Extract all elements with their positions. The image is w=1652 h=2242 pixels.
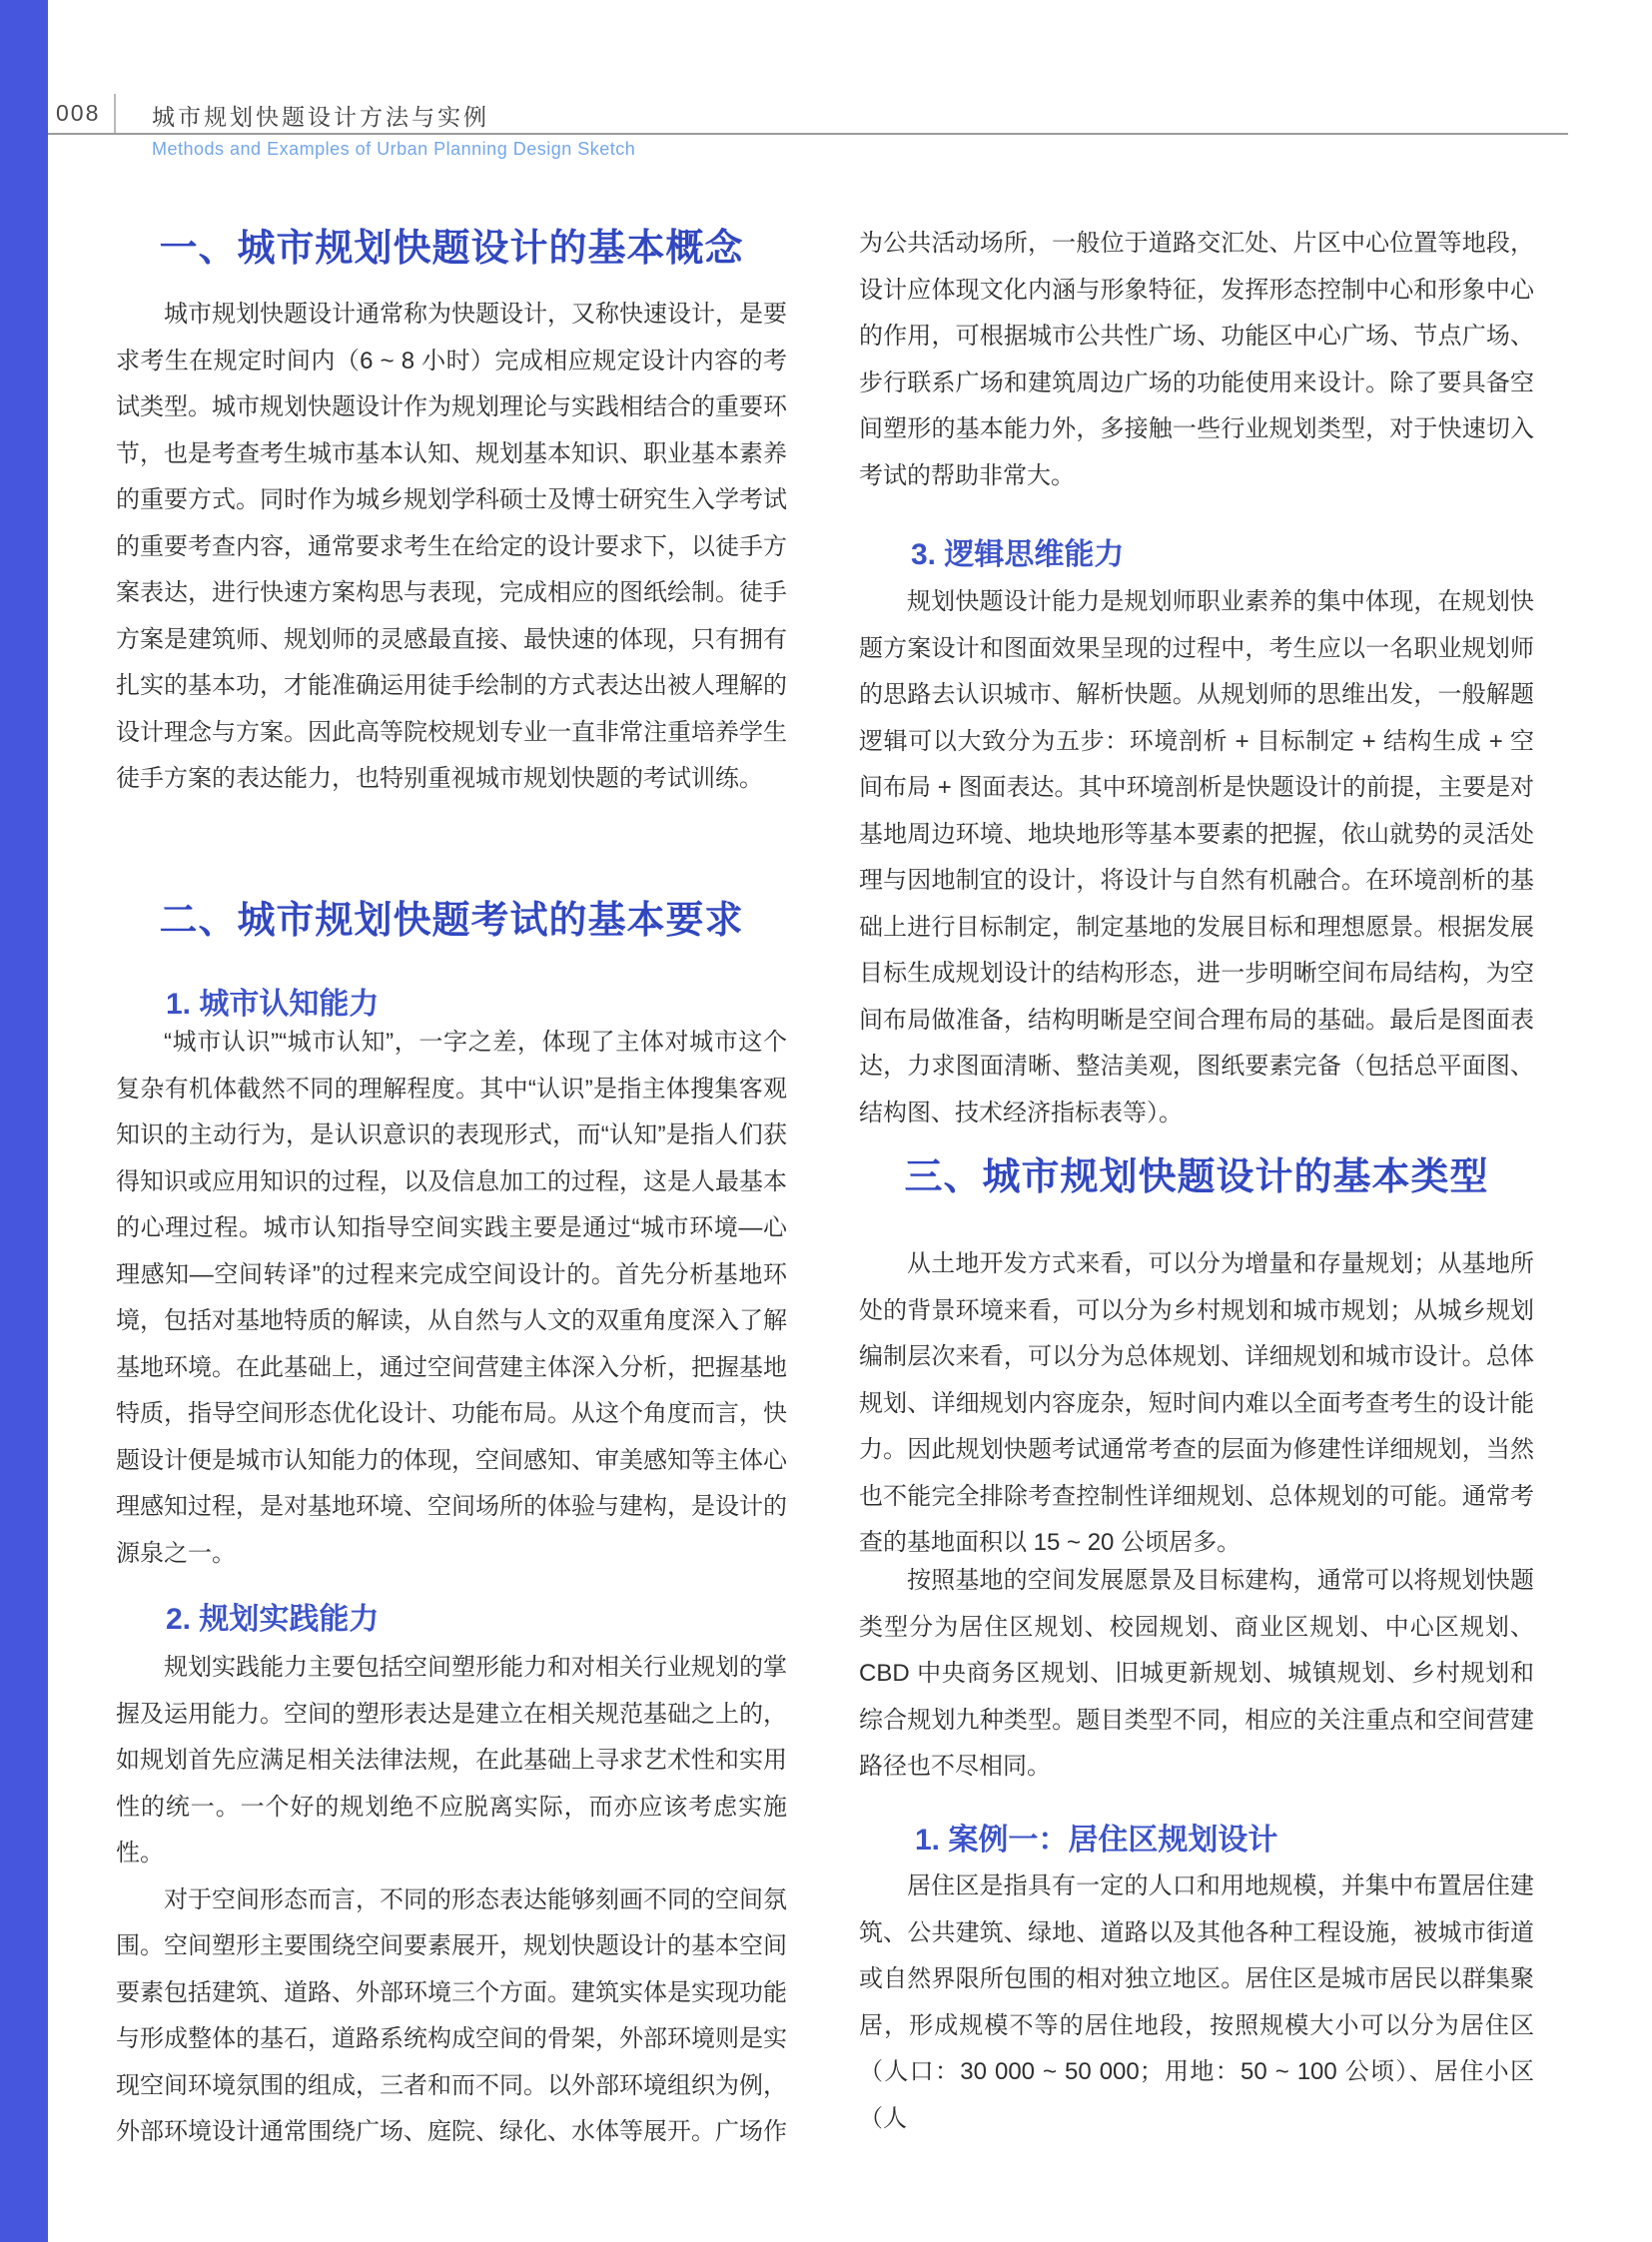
case1-body: [859, 1864, 1534, 2142]
paragraph: 对于空间形态而言，不同的形态表达能够刻画不同的空间氛围。空间塑形主要围绕空间要素展开，规划快题设计的基本空间要素包括建筑、道路、外部环境三个方面。建筑实体是实现功能与形成整体的基石，道路系统构成空间的骨架，外部环境则是实现空间环境氛围的组成，三者和而不同。以外部环境组织为例，外部环境设计通常围绕广场、庭院、绿化、水体等展开。广场作: [116, 1885, 787, 2145]
section1-body: [116, 292, 787, 803]
paragraph: 居住区是指具有一定的人口和用地规模，并集中布置居住建筑、公共建筑、绿地、道路以及其他各种工程设施，被城市街道或自然界限所包围的相对独立地区。居住区是城市居民以群集聚居，形成规模不等的居住地段，按照规模大小可以分为居住区（人口：30 000 ~ 50 000；用地：50 ~ 100 公顷）、居住小区（人: [859, 1872, 1534, 2132]
continuation-body: [859, 221, 1534, 499]
sub-heading-case1-residential: 1. 案例一：居住区规划设计: [915, 1824, 1278, 1857]
section-heading-3: 三、城市规划快题设计的基本类型: [904, 1156, 1489, 1198]
header-divider: [114, 94, 116, 135]
paragraph: “城市认识”“城市认知”，一字之差，体现了主体对城市这个复杂有机体截然不同的理解程度。其中“认识”是指主体搜集客观知识的主动行为，是认识意识的表现形式，而“认知”是指人们获得知识或应用知识的过程，以及信息加工的过程，这是人最基本的心理过程。城市认知指导空间实践主要是通过“城市环境—心理感知—空间转译”的过程来完成空间设计的。首先分析基地环境，包括对基地特质的解读，从自然与人文的双重角度深入了解基地环境。在此基础上，通过空间营建主体深入分析，把握基地特质，指导空间形态优化设计、功能布局。从这个角度而言，快题设计便是城市认知能力的体现，空间感知、审美感知等主体心理感知过程，是对基地环境、空间场所的体验与建构，是设计的源泉之一。: [116, 1029, 787, 1567]
paragraph: 规划实践能力主要包括空间塑形能力和对相关行业规划的掌握及运用能力。空间的塑形表达是建立在相关规范基础之上的，如规划首先应满足相关法律法规，在此基础上寻求艺术性和实用性的统一。一个好的规划绝不应脱离实际，而亦应该考虑实施性。: [116, 1654, 787, 1867]
page-number: 008: [56, 100, 101, 126]
paragraph: 规划快题设计能力是规划师职业素养的集中体现，在规划快题方案设计和图面效果呈现的过程中，考生应以一名职业规划师的思路去认识城市、解析快题。从规划师的思维出发，一般解题逻辑可以大致分为五步：环境剖析 + 目标制定 + 结构生成 + 空间布局 + 图面表达。其中环境剖析是快题设计的前提，主要是对基地周边环境、地块地形等基本要素的把握，依山就势的灵活处理与因地制宜的设计，将设计与自然有机融合。在环境剖析的基础上进行目标制定，制定基地的发展目标和理想愿景。根据发展目标生成规划设计的结构形态，进一步明晰空间布局结构，为空间布局做准备，结构明晰是空间合理布局的基础。最后是图面表达，力求图面清晰、整洁美观，图纸要素完备（包括总平面图、结构图、技术经济指标表等）。: [859, 588, 1534, 1126]
book-title: 城市规划快题设计方法与实例: [152, 104, 489, 130]
paragraph: 从土地开发方式来看，可以分为增量和存量规划；从基地所处的背景环境来看，可以分为乡村规划和城市规划；从城乡规划编制层次来看，可以分为总体规划、详细规划和城市设计。总体规划、详细规划内容庞杂，短时间内难以全面考查考生的设计能力。因此规划快题考试通常考查的层面为修建性详细规划，当然也不能完全排除考查控制性详细规划、总体规划的可能。通常考查的基地面积以 15 ~ 20 公顷居多。: [859, 1250, 1534, 1556]
header-rule: [48, 133, 1568, 135]
section3-body-1: [859, 1241, 1534, 1567]
left-accent-bar: [0, 0, 48, 2242]
sub-heading-logical-thinking: 3. 逻辑思维能力: [911, 538, 1125, 571]
book-subtitle-en: Methods and Examples of Urban Planning Design Sketch: [152, 139, 636, 159]
paragraph: 为公共活动场所，一般位于道路交汇处、片区中心位置等地段，设计应体现文化内涵与形象特征，发挥形态控制中心和形象中心的作用，可根据城市公共性广场、功能区中心广场、节点广场、步行联系广场和建筑周边广场的功能使用来设计。除了要具备空间塑形的基本能力外，多接触一些行业规划类型，对于快速切入考试的帮助非常大。: [859, 230, 1534, 489]
sub-heading-planning-practice: 2. 规划实践能力: [166, 1603, 380, 1636]
section-heading-1: 一、城市规划快题设计的基本概念: [159, 228, 744, 270]
sub3-body: [859, 579, 1534, 1136]
sub1-body: [116, 1020, 787, 1577]
paragraph: 城市规划快题设计通常称为快题设计，又称快速设计，是要求考生在规定时间内（6 ~ 8 小时）完成相应规定设计内容的考试类型。城市规划快题设计作为规划理论与实践相结合的重要环节，也是考查考生城市基本认知、规划基本知识、职业基本素养的重要方式。同时作为城乡规划学科硕士及博士研究生入学考试的重要考查内容，通常要求考生在给定的设计要求下，以徒手方案表达，进行快速方案构思与表现，完成相应的图纸绘制。徒手方案是建筑师、规划师的灵感最直接、最快速的体现，只有拥有扎实的基本功，才能准确运用徒手绘制的方式表达出被人理解的设计理念与方案。因此高等院校规划专业一直非常注重培养学生徒手方案的表达能力，也特别重视城市规划快题的考试训练。: [116, 301, 787, 792]
sub2-body: [116, 1645, 787, 2156]
sub-heading-city-cognition: 1. 城市认知能力: [166, 988, 380, 1021]
section3-body-2: [859, 1558, 1534, 1791]
section-heading-2: 二、城市规划快题考试的基本要求: [159, 900, 744, 942]
paragraph: 按照基地的空间发展愿景及目标建构，通常可以将规划快题类型分为居住区规划、校园规划、商业区规划、中心区规划、CBD 中央商务区规划、旧城更新规划、城镇规划、乡村规划和综合规划九种类型。题目类型不同，相应的关注重点和空间营建路径也不尽相同。: [859, 1567, 1534, 1780]
